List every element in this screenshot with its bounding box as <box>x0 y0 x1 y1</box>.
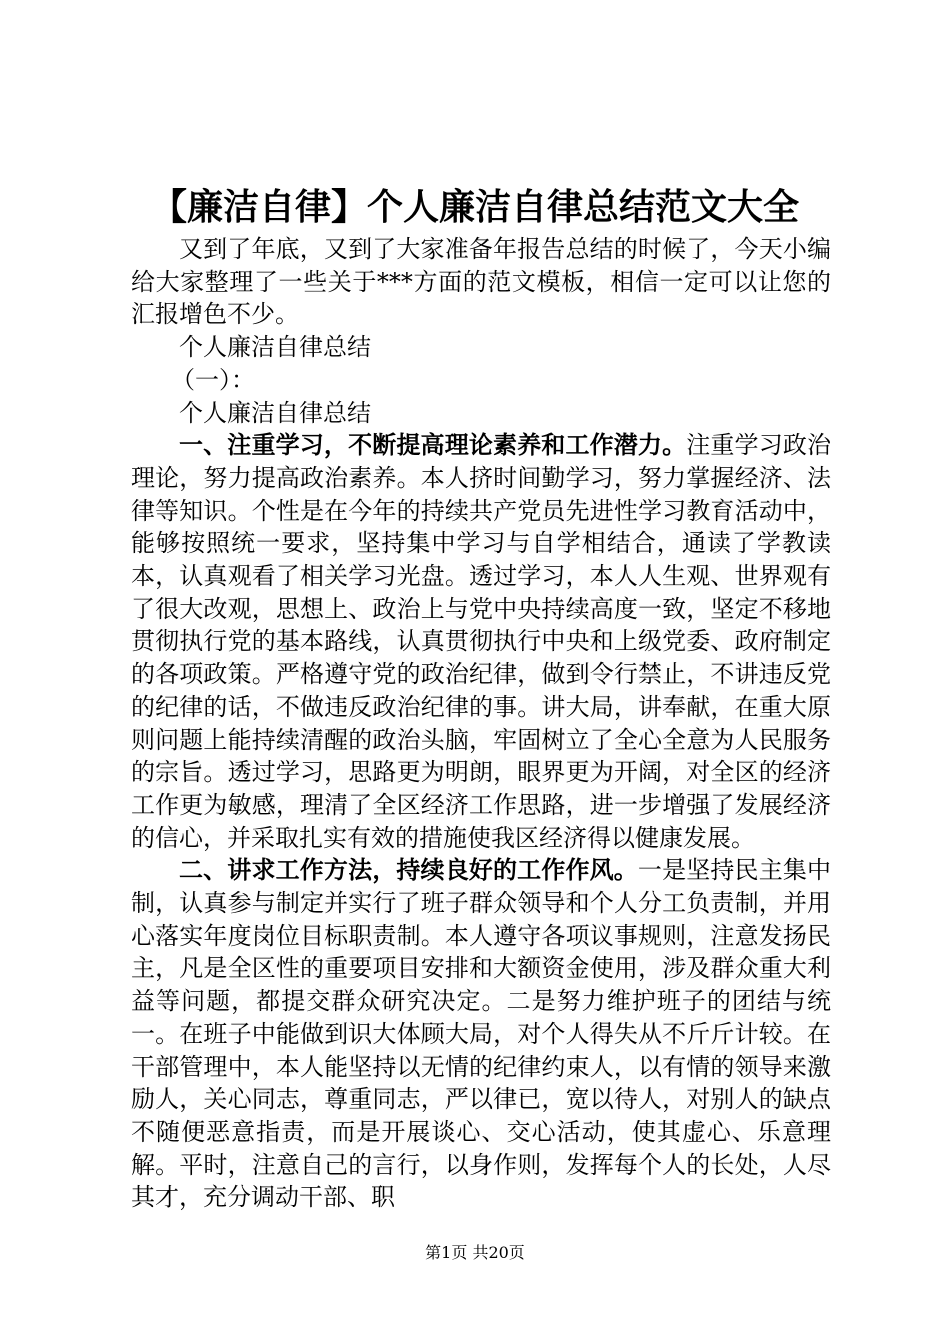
section-1-text: 注重学习政治理论，努力提高政治素养。本人挤时间勤学习，努力掌握经济、法律等知识。个性是在今年的持续共产党员先进性学习教育活动中，能够按照统一要求，坚持集中学习与自学相结合，通读了学教读本，认真观看了相关学习光盘。透过学习，本人人生观、世界观有了很大改观，思想上、政治上与党中央持续高度一致，坚定不移地贯彻执行党的基本路线，认真贯彻执行中央和上级党委、政府制定的各项政策。严格遵守党的政治纪律，做到令行禁止，不讲违反党的纪律的话，不做违反政治纪律的事。讲大局，讲奉献，在重大原则问题上能持续清醒的政治头脑，牢固树立了全心全意为人民服务的宗旨。透过学习，思路更为明朗，眼界更为开阔，对全区的经济工作更为敏感，理清了全区经济工作思路，进一步增强了发展经济的信心，并采取扎实有效的措施使我区经济得以健康发展。 <box>131 431 832 852</box>
heading-personal-summary-2: 个人廉洁自律总结 <box>179 398 371 427</box>
section-1-paragraph <box>131 429 831 854</box>
document-title: 【廉洁自律】个人廉洁自律总结范文大全 <box>150 187 799 228</box>
document-body <box>131 233 831 1214</box>
page-footer: 第1页 共20页 <box>425 1243 525 1262</box>
heading-personal-summary: 个人廉洁自律总结 <box>179 333 371 362</box>
section-1-lead: 一、注重学习，不断提高理论素养和工作潜力。 <box>179 431 687 460</box>
section-2-lead: 二、讲求工作方法，持续良好的工作作风。 <box>179 856 638 885</box>
part-label: （一）： <box>171 365 255 394</box>
intro-paragraph: 又到了年底，又到了大家准备年报告总结的时候了，今天小编给大家整理了一些关于***方面的范文模板，相信一定可以让您的汇报增色不少。 <box>131 235 831 329</box>
section-2-paragraph <box>131 854 831 1214</box>
section-2-text: 一是坚持民主集中制，认真参与制定并实行了班子群众领导和个人分工负责制，并用心落实年度岗位目标职责制。本人遵守各项议事规则，注意发扬民主，凡是全区性的重要项目安排和大额资金使用，涉及群众重大利益等问题，都提交群众研究决定。二是努力维护班子的团结与统一。在班子中能做到识大体顾大局，对个人得失从不斤斤计较。在干部管理中，本人能坚持以无情的纪律约束人，以有情的领导来激励人，关心同志，尊重同志，严以律已，宽以待人，对别人的缺点不随便恶意指责，而是开展谈心、交心活动，使其虚心、乐意理解。平时，注意自己的言行，以身作则，发挥每个人的长处，人尽其才，充分调动干部、职 <box>131 856 831 1212</box>
